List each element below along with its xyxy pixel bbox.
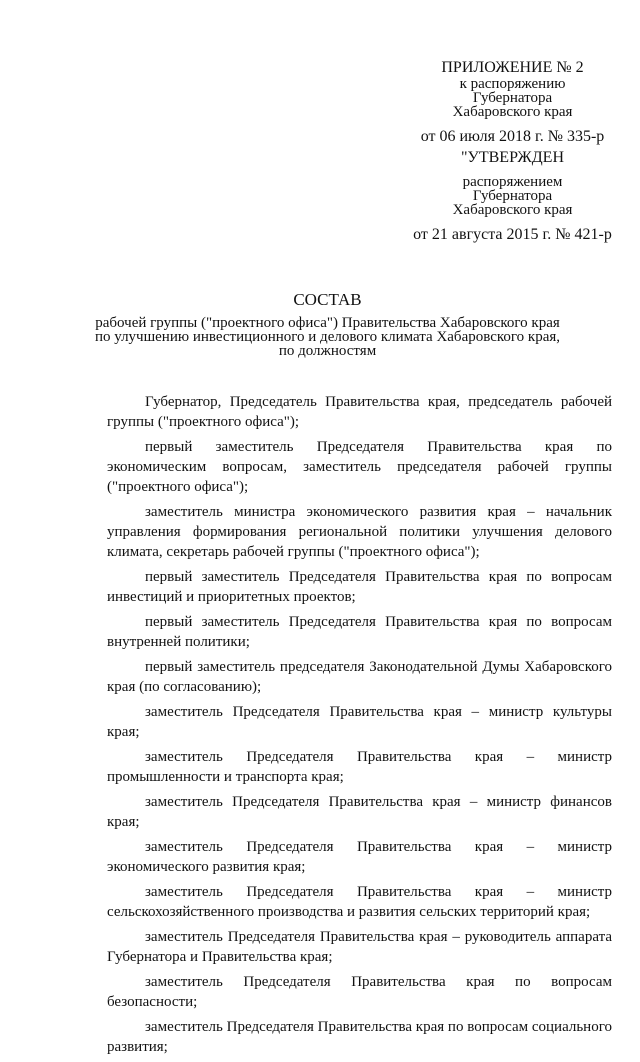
member-entry: заместитель Председателя Правительства края – министр экономического развития края; xyxy=(107,839,612,875)
approved-header xyxy=(395,148,630,244)
approved-line-2: Губернатора xyxy=(472,188,553,204)
member-entry: первый заместитель председателя Законодательной Думы Хабаровского края (по согласованию); xyxy=(107,659,612,695)
approved-line-3: Хабаровского края xyxy=(452,202,573,218)
member-entry: первый заместитель Председателя Правительства края по вопросам инвестиций и приоритетных проектов; xyxy=(107,569,612,605)
member-entry: заместитель Председателя Правительства края – министр финансов края; xyxy=(107,794,612,830)
member-entry: заместитель Председателя Правительства края по вопросам безопасности; xyxy=(107,974,612,1010)
document-subtitle-line-1: рабочей группы ("проектного офиса") Правительства Хабаровского края xyxy=(95,315,560,331)
appendix-line-1: к распоряжению xyxy=(459,76,566,92)
member-entry: заместитель Председателя Правительства края по вопросам социального развития; xyxy=(107,1019,612,1055)
approved-line-1: распоряжением xyxy=(462,174,563,190)
appendix-line-2: Губернатора xyxy=(472,90,553,106)
approved-date: от 21 августа 2015 г. № 421-р xyxy=(413,226,612,243)
appendix-line-3: Хабаровского края xyxy=(452,104,573,120)
member-entry: первый заместитель Председателя Правительства края по вопросам внутренней политики; xyxy=(107,614,612,650)
member-entry: заместитель Председателя Правительства края – министр сельскохозяйственного производства и развития сельских территорий края; xyxy=(107,884,612,920)
approved-title: "УТВЕРЖДЕН xyxy=(461,149,564,166)
member-entry: первый заместитель Председателя Правительства края по экономическим вопросам, заместитель председателя рабочей группы ("проектного офиса"); xyxy=(107,439,612,495)
members-list xyxy=(107,392,612,1062)
appendix-title: ПРИЛОЖЕНИЕ № 2 xyxy=(441,59,584,76)
member-entry: заместитель Председателя Правительства края – руководитель аппарата Губернатора и Правительства края; xyxy=(107,929,612,965)
document-subtitle-line-3: по должностям xyxy=(278,343,377,359)
member-entry: заместитель Председателя Правительства края – министр промышленности и транспорта края; xyxy=(107,749,612,785)
appendix-header xyxy=(395,58,630,146)
document-subtitle-line-2: по улучшению инвестиционного и делового климата Хабаровского края, xyxy=(94,329,561,345)
appendix-date: от 06 июля 2018 г. № 335-р xyxy=(420,128,605,145)
member-entry: Губернатор, Председатель Правительства края, председатель рабочей группы ("проектного офиса"); xyxy=(107,394,612,430)
document-title: СОСТАВ xyxy=(293,290,362,309)
member-entry: заместитель министра экономического развития края – начальник управления формирования региональной политики улучшения делового климата, секретарь рабочей группы ("проектного офиса"); xyxy=(107,504,612,560)
document-heading xyxy=(80,290,575,358)
member-entry: заместитель Председателя Правительства края – министр культуры края; xyxy=(107,704,612,740)
